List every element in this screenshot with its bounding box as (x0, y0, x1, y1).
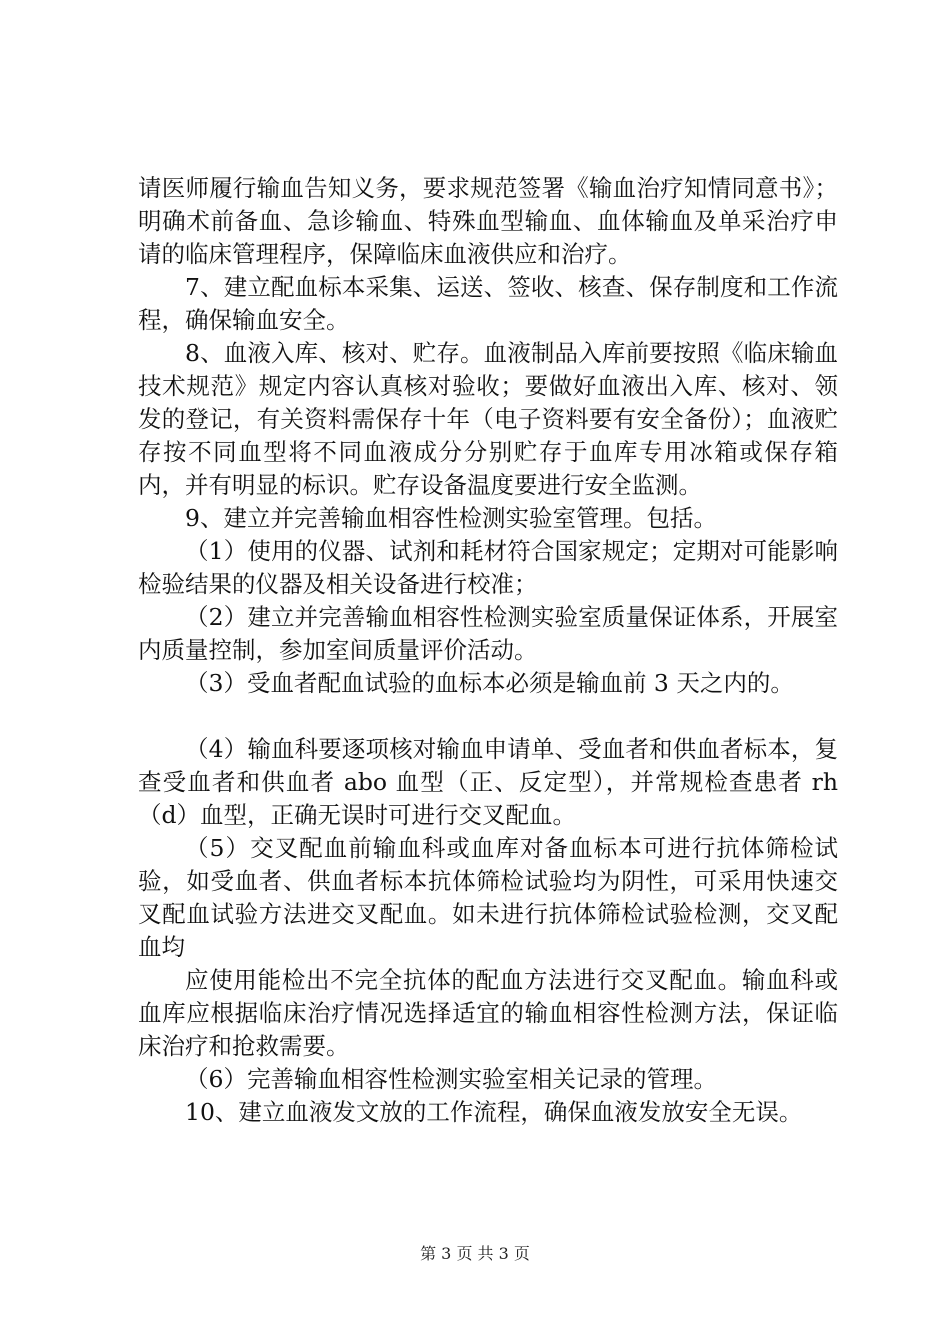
paragraph-sub-2: （2）建立并完善输血相容性检测实验室质量保证体系，开展室内质量控制，参加室间质量评价活动。 (138, 603, 838, 664)
paragraph-sub-5: （5）交叉配血前输血科或血库对备血标本可进行抗体筛检试验，如受血者、供血者标本抗体筛检试验均为阴性，可采用快速交叉配血试验方法进交叉配血。如未进行抗体筛检试验检测，交叉配血均 (138, 834, 838, 961)
paragraph-consent: 请医师履行输血告知义务，要求规范签署《输血治疗知情同意书》；明确术前备血、急诊输血、特殊血型输血、血体输血及单采治疗申请的临床管理程序，保障临床血液供应和治疗。 (138, 174, 838, 268)
paragraph-item-9: 9、建立并完善输血相容性检测实验室管理。包括。 (185, 504, 717, 532)
document-body (138, 172, 838, 1129)
blank-line (138, 700, 838, 733)
page-footer: 第 3 页 共 3 页 (420, 1244, 530, 1263)
paragraph-sub-1: （1）使用的仪器、试剂和耗材符合国家规定；定期对可能影响检验结果的仪器及相关设备进行校准； (138, 537, 838, 598)
paragraph-sub-4: （4）输血科要逐项核对输血申请单、受血者和供血者标本，复查受血者和供血者 abo 血型（正、反定型），并常规检查患者 rh（d）血型，正确无误时可进行交叉配血。 (138, 735, 838, 829)
paragraph-sub-3: （3）受血者配血试验的血标本必须是输血前 3 天之内的。 (185, 669, 794, 697)
paragraph-item-7: 7、建立配血标本采集、运送、签收、核查、保存制度和工作流程，确保输血安全。 (138, 273, 838, 334)
paragraph-sub-6: （6）完善输血相容性检测实验室相关记录的管理。 (185, 1065, 717, 1093)
paragraph-item-10: 10、建立血液发文放的工作流程，确保血液发放安全无误。 (185, 1098, 803, 1126)
paragraph-sub-5-continued: 应使用能检出不完全抗体的配血方法进行交叉配血。输血科或血库应根据临床治疗情况选择适宜的输血相容性检测方法，保证临床治疗和抢救需要。 (138, 966, 838, 1060)
paragraph-item-8: 8、血液入库、核对、贮存。血液制品入库前要按照《临床输血技术规范》规定内容认真核对验收；要做好血液出入库、核对、领发的登记，有关资料需保存十年（电子资料要有安全备份）；血液贮存按不同血型将不同血液成分分别贮存于血库专用冰箱或保存箱内，并有明显的标识。贮存设备温度要进行安全监测。 (138, 339, 838, 499)
